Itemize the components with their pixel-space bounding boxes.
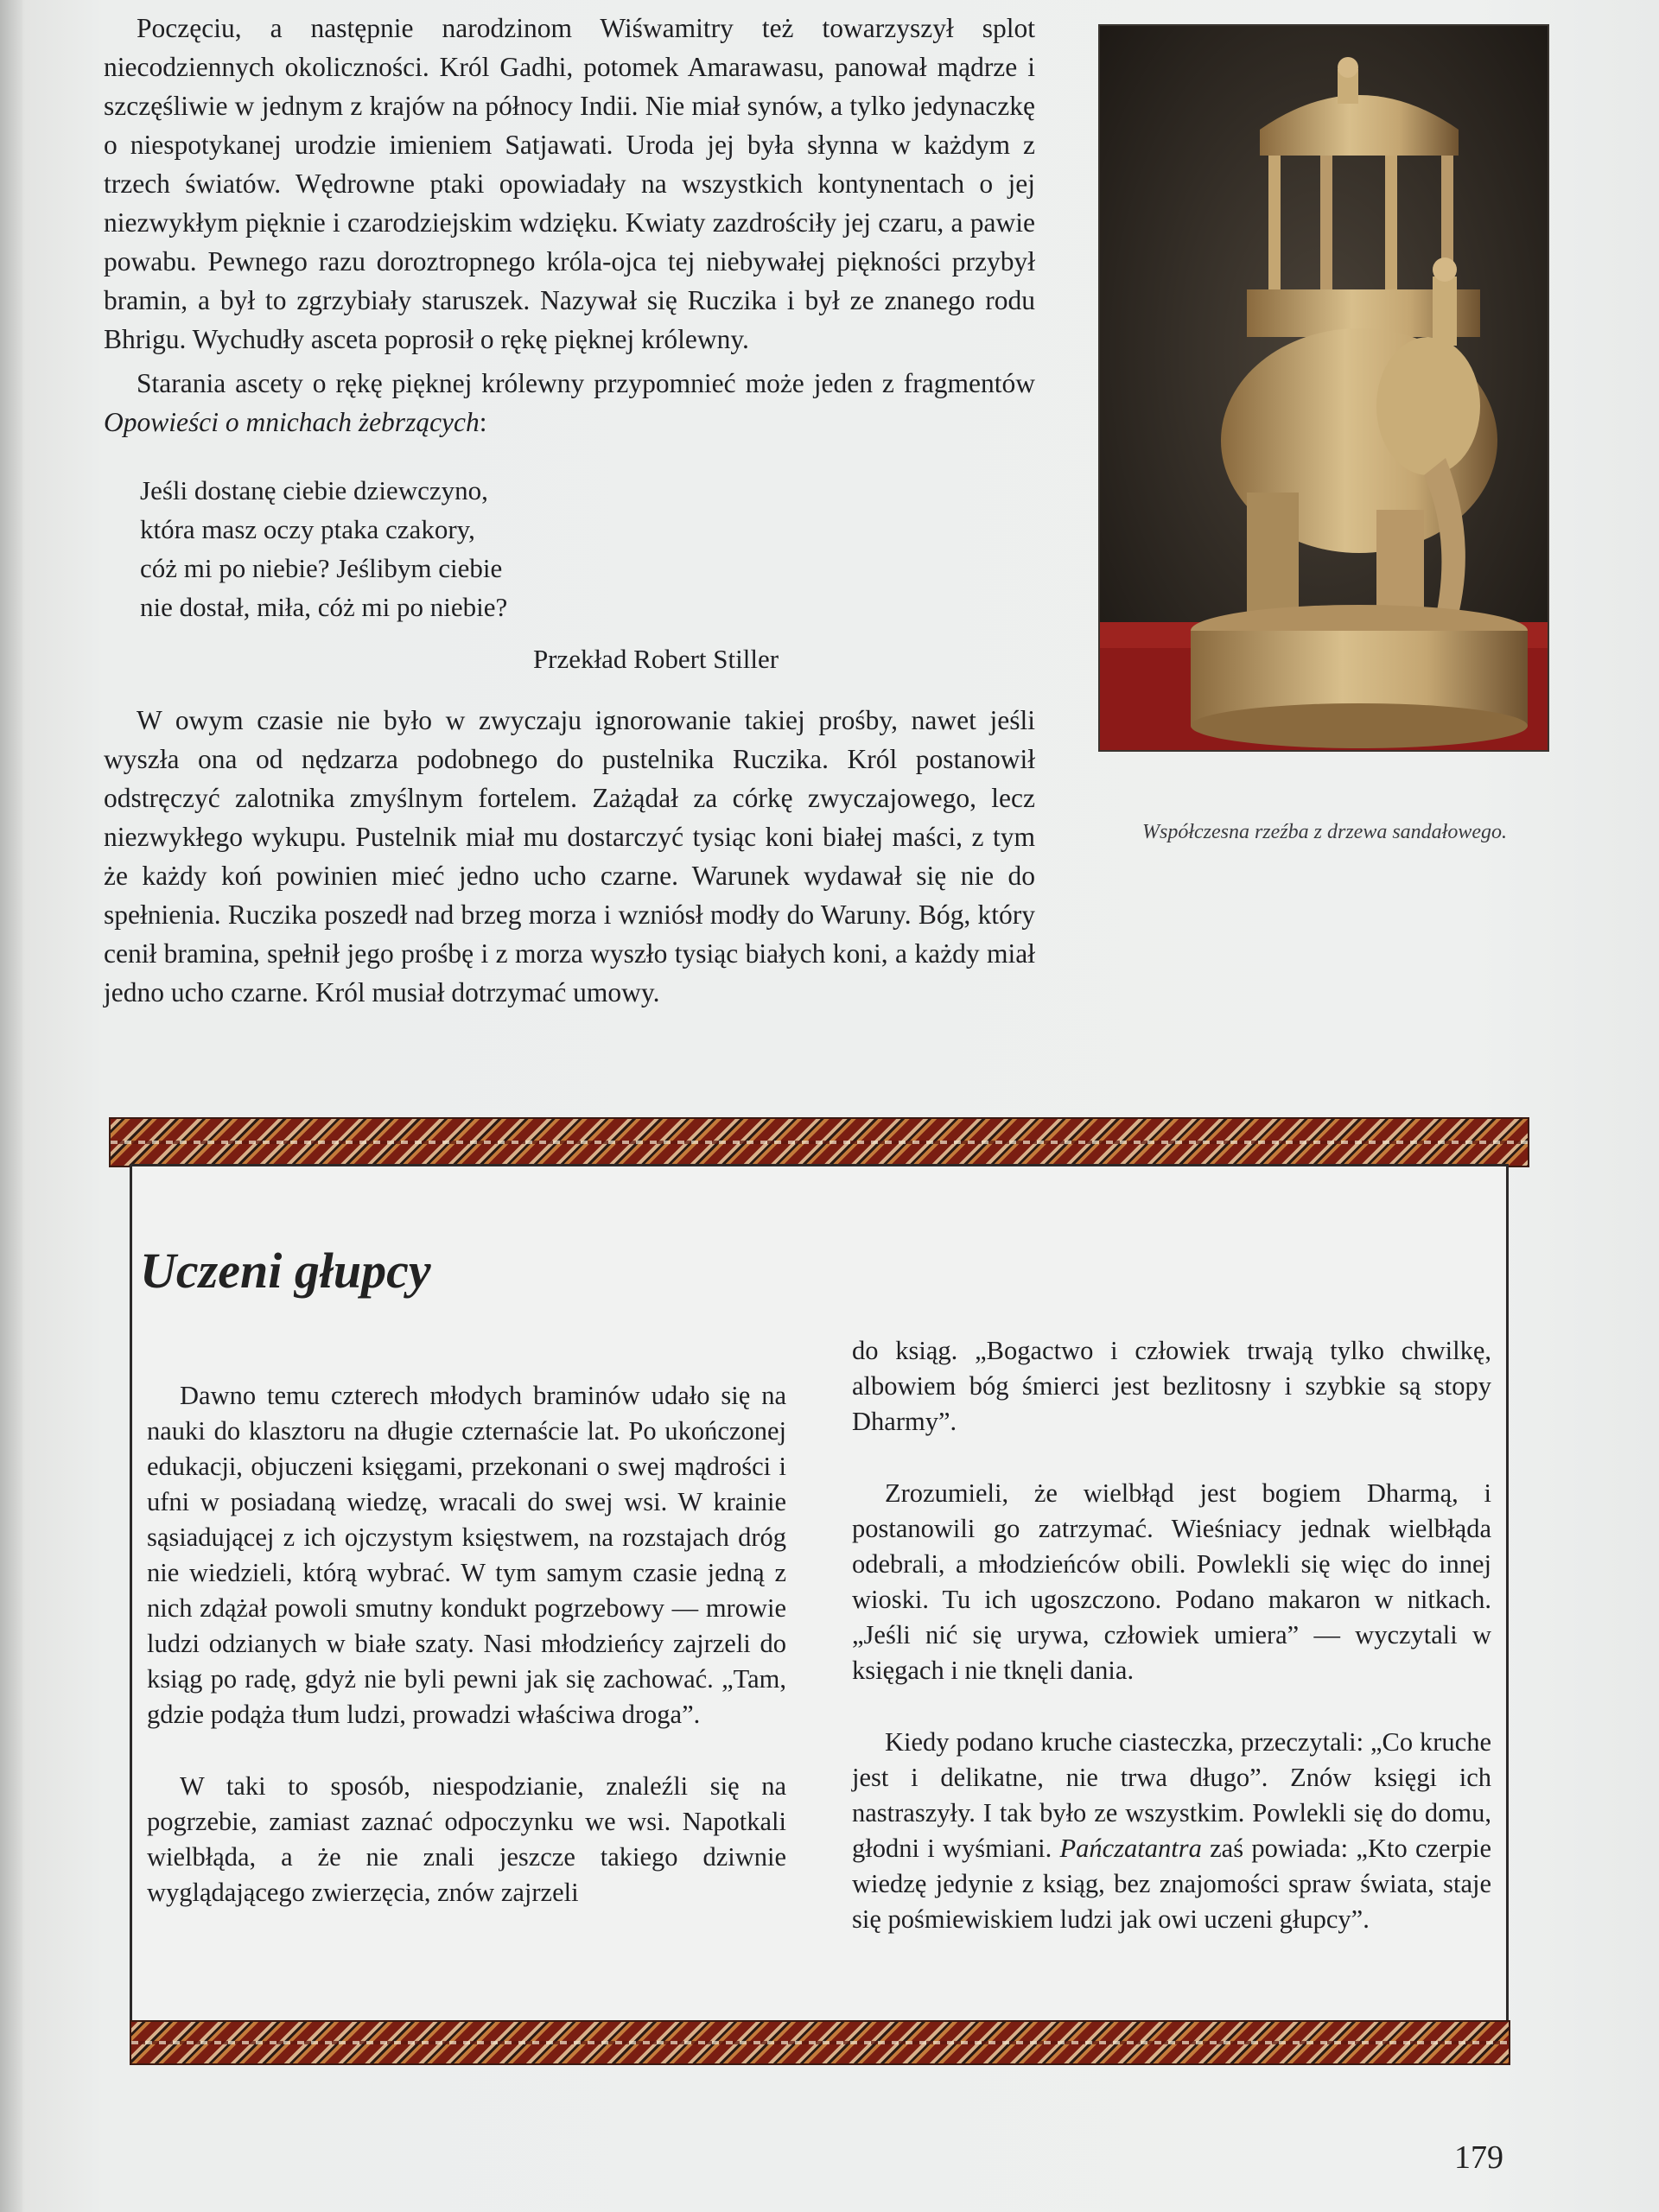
intro-text: Starania ascety o rękę pięknej królewny przypomnieć może jeden z fragmentów xyxy=(137,368,1035,398)
story-title: Uczeni głupcy xyxy=(140,1243,431,1299)
story-paragraph: do ksiąg. „Bogactwo i człowiek trwają tylko chwilkę, albowiem bóg śmierci jest bezlitosny i szybkie są stopy Dharmy”. xyxy=(852,1336,1491,1436)
photo-caption: Współczesna rzeźba z drzewa sandałowego. xyxy=(1141,821,1507,843)
main-text-column xyxy=(104,9,1035,1012)
paragraph-birth-story: Poczęciu, a następnie narodzinom Wiśwamitry też towarzyszył splot niecodziennych okoliczności. Król Gadhi, potomek Amarawasu, panował mądrze i szczęśliwie w jednym z krajów na północy Indii. Nie miał synów, a tylko jedynaczkę o niespotykanej urodzie imieniem Satjawati. Uroda jej była słynna w każdym z trzech światów. Wędrowne ptaki opowiadały na wszystkich kontynentach o jej niezwykłym pięknie i czarodziejskim wdzięku. Kwiaty zazdrościły jej czaru, a pawie powabu. Pewnego razu doroztropnego króla-ojca tej niebywałej piękności przybył bramin, a był to zgrzybiały staruszek. Nazywał się Ruczika i był ze znanego rodu Bhrigu. Wychudły asceta poprosił o rękę pięknej królewny. xyxy=(104,13,1035,354)
decorative-border-bottom xyxy=(130,2020,1510,2065)
page-number: 179 xyxy=(1454,2139,1503,2176)
paragraph-fragment-intro xyxy=(104,364,1035,442)
story-box xyxy=(109,1117,1529,2059)
story-paragraph: Dawno temu czterech młodych braminów udało się na nauki do klasztoru na długie czternaście lat. Po ukończonej edukacji, objuczeni księgami, przekonani o swej mądrości i ufni w posiadaną wiedzę, wracali do swej wsi. W krainie sąsiadującej z ich ojczystym księstwem, na rozstajach dróg nie wiedzieli, którą wybrać. W tym samym czasie jedną z nich zdążał powoli smutny kondukt pogrzebowy — mrowie ludzi odzianych w białe szaty. Nasi młodzieńcy zajrzeli do ksiąg po radę, gdyż nie byli pewni jak się zachować. „Tam, gdzie podąża tłum ludzi, prowadzi właściwa droga”. xyxy=(147,1381,786,1729)
intro-colon: : xyxy=(479,407,487,437)
page-gutter-shadow xyxy=(0,0,22,2212)
story-text: Kiedy podano kruche ciasteczka, przeczytali: „Co kruche jest i delikatne, nie trwa długo”. Znów księgi ich nastraszyły. I tak było ze wszystkim. Powlekli się do domu, głodni i wyśmiani. xyxy=(852,1727,1491,1863)
story-paragraph: Zrozumieli, że wielbłąd jest bogiem Dharmą, i postanowili go zatrzymać. Wieśniacy jednak wielbłąda odebrali, a młodzieńców obili. Powlekli się więc do innej wioski. Tu ich ugoszczono. Podano makaron w nitkach. „Jeśli nić się urywa, człowiek umiera” — wyczytali w księgach i nie tknęli dania. xyxy=(852,1478,1491,1685)
sandalwood-carving-photo xyxy=(1098,24,1549,752)
translation-credit: Przekład Robert Stiller xyxy=(532,644,779,674)
work-title: Opowieści o mnichach żebrzących xyxy=(104,407,480,437)
poem-line: nie dostał, miła, cóż mi po niebie? xyxy=(140,592,508,622)
poem-quote xyxy=(140,471,1035,626)
decorative-border-top xyxy=(109,1117,1529,1167)
poem-line: Jeśli dostanę ciebie dziewczyno, xyxy=(140,475,488,505)
story-left-column xyxy=(147,1378,786,1910)
poem-line: cóż mi po niebie? Jeślibym ciebie xyxy=(140,553,503,583)
story-right-column xyxy=(852,1333,1491,1937)
work-title-panczatantra: Pańczatantra xyxy=(1059,1834,1202,1863)
story-paragraph: W taki to sposób, niespodzianie, znaleźli się na pogrzebie, zamiast zaznać odpoczynku we wsi. Napotkali wielbłąda, a że nie znali jeszcze takiego dziwnie wyglądającego zwierzęcia, znów zajrzeli xyxy=(147,1771,786,1907)
story-paragraph-final xyxy=(852,1725,1491,1937)
paragraph-horses: W owym czasie nie było w zwyczaju ignorowanie takiej prośby, nawet jeśli wyszła ona od nędzarza podobnego do pustelnika Ruczika. Król postanowił odstręczyć zalotnika zmyślnym fortelem. Zażądał za córkę zwyczajowego, lecz niezwykłego wykupu. Pustelnik miał mu dostarczyć tysiąc koni białej maści, z tym że każdy koń powinien mieć jedno ucho czarne. Warunek wydawał się nie do spełnienia. Ruczika poszedł nad brzeg morza i wzniósł modły do Waruny. Bóg, który cenił bramina, spełnił jego prośbę i z morza wyszło tysiąc białych koni, a każdy miał jedno ucho czarne. Król musiał dotrzymać umowy. xyxy=(104,705,1035,1007)
poem-line: która masz oczy ptaka czakory, xyxy=(140,514,475,544)
story-text: zaś powiada: „Kto czerpie wiedzę jedynie z ksiąg, bez znajomości spraw świata, staje się pośmiewiskiem ludzi jak owi uczeni głupcy”. xyxy=(852,1834,1492,1934)
